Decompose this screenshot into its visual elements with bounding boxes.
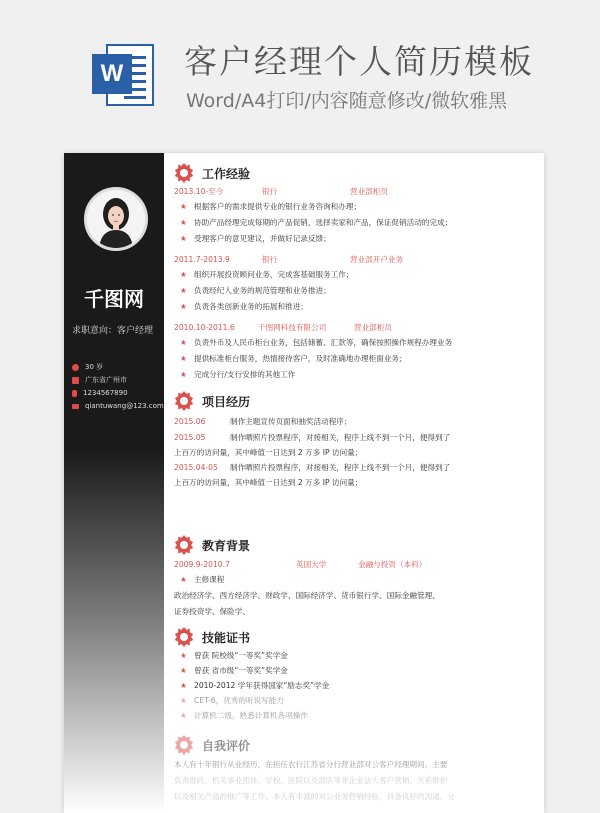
- project-line: 2015.05 制作晒照片投票程序，对接相关，程序上线不到一个月，便得到了: [174, 433, 451, 442]
- section-work-header: [174, 163, 250, 183]
- project-line: 上百万的访问量，其中峰值一日达到 2 万多 IP 访问量；: [174, 448, 363, 457]
- section-title: 技能证书: [202, 630, 251, 645]
- section-badge-icon: [174, 391, 194, 411]
- project-line: 2015.06 制作主题宣传页面和抽奖活动程序；: [174, 417, 352, 426]
- portrait-photo: [87, 190, 145, 248]
- list-item: ★ 负责外币及人民币柜台业务，包括储蓄、汇款等，确保按照操作规程办理业务: [180, 338, 453, 347]
- section-title: 自我评价: [202, 738, 251, 753]
- list-item: ★ 负责经纪人业务的规范管理和业务推进；: [180, 286, 331, 295]
- contact-location: 广东省广州市: [72, 374, 164, 386]
- job-intent: 求职意向：客户经理: [72, 326, 154, 336]
- candidate-name: 千图网: [84, 287, 144, 311]
- section-badge-icon: [174, 535, 194, 555]
- location-icon: [72, 377, 79, 384]
- self-eval-line: 本人有十年银行从业经历，在担任农行江苏省分行营业部对公客户经理期间，主要: [174, 760, 448, 769]
- list-item: ★ 2010-2012 学年获得国家“励志奖”学金: [180, 681, 330, 690]
- avatar: [84, 187, 148, 251]
- section-title: 工作经验: [202, 166, 251, 181]
- section-education-header: [174, 535, 250, 555]
- person-icon: [72, 364, 79, 371]
- page-title: 客户经理个人简历模板: [184, 42, 534, 81]
- page-subtitle: Word/A4打印/内容随意修改/微软雅黑: [186, 90, 508, 112]
- section-self-header: [174, 735, 250, 755]
- mail-icon: [72, 404, 79, 409]
- section-badge-icon: [174, 735, 194, 755]
- work-entry-meta: 2011.7-2013.9 银行 营业部开户业务: [174, 255, 404, 264]
- project-line: 2015.04-05 制作晒照片投票程序，对接相关，程序上线不到一个月，便得到了: [174, 463, 451, 472]
- contact-list: [72, 361, 164, 413]
- list-item: ★ 曾获 院校级“一等奖”奖学金: [180, 651, 288, 660]
- word-letter-icon: W: [92, 54, 132, 94]
- contact-phone: 1234567890: [72, 387, 164, 399]
- main-content: [174, 153, 534, 813]
- work-entry-meta: 2013.10-至今 银行 营业部柜员: [174, 187, 388, 196]
- contact-email: qiantuwang@123.com: [72, 400, 164, 412]
- project-line: 上百万的访问量，其中峰值一日达到 2 万多 IP 访问量；: [174, 478, 363, 487]
- list-item: ★ 组织开展投资顾问业务，完成客基础服务工作；: [180, 270, 354, 279]
- self-eval-line: 负责财政、机关事业团体、学校、医院以及部队等非企业法人客户营销。关系维护: [174, 776, 448, 785]
- phone-icon: [72, 390, 77, 397]
- education-meta: 2009.9-2010.7 英国大学 金融与投资（本科）: [174, 560, 427, 569]
- list-item: ★ 受理客户的意见建议，并做好记录反馈；: [180, 234, 331, 243]
- list-item: ★ 负责各类创新业务的拓展和推进；: [180, 302, 308, 311]
- self-eval-line: 以及相关产品的推广等工作。本人有丰富的对公业务营销经验，具备良好的沟通、分: [174, 792, 455, 801]
- list-item: ★ 计算机二级，熟悉计算机各项操作: [180, 711, 308, 720]
- list-item: ★ 提供标准柜台服务，热情接待客户，及时准确地办理柜面业务；: [180, 354, 407, 363]
- word-logo: [92, 40, 158, 110]
- list-item: ★ 完成分行/支行安排的其他工作: [180, 370, 296, 379]
- list-item: ★ 曾获 省市级“一等奖”奖学金: [180, 666, 288, 675]
- list-item: ★ 根据客户的需求提供专业的银行业务咨询和办理；: [180, 202, 362, 211]
- section-certs-header: [174, 627, 250, 647]
- list-item: ★ 主修课程: [180, 575, 225, 584]
- section-badge-icon: [174, 627, 194, 647]
- section-projects-header: [174, 391, 250, 411]
- section-title: 项目经历: [202, 394, 251, 409]
- list-item: ★ CET-6，优秀的听说写能力: [180, 696, 284, 705]
- resume-page: [64, 153, 544, 813]
- courses-line: 证券投资学、保险学、: [174, 607, 250, 616]
- section-badge-icon: [174, 163, 194, 183]
- contact-age: 30 岁: [72, 361, 164, 373]
- courses-line: 政治经济学、西方经济学、财政学、国际经济学、货币银行学、国际金融管理、: [174, 591, 440, 600]
- section-title: 教育背景: [202, 538, 251, 553]
- list-item: ★ 协助产品经理完成每期的产品促销，选择卖家和产品，保证促销活动的完成；: [180, 218, 453, 227]
- work-entry-meta: 2010.10-2011.6 千图网科技有限公司 营业部柜员: [174, 323, 392, 332]
- sidebar: [64, 153, 164, 813]
